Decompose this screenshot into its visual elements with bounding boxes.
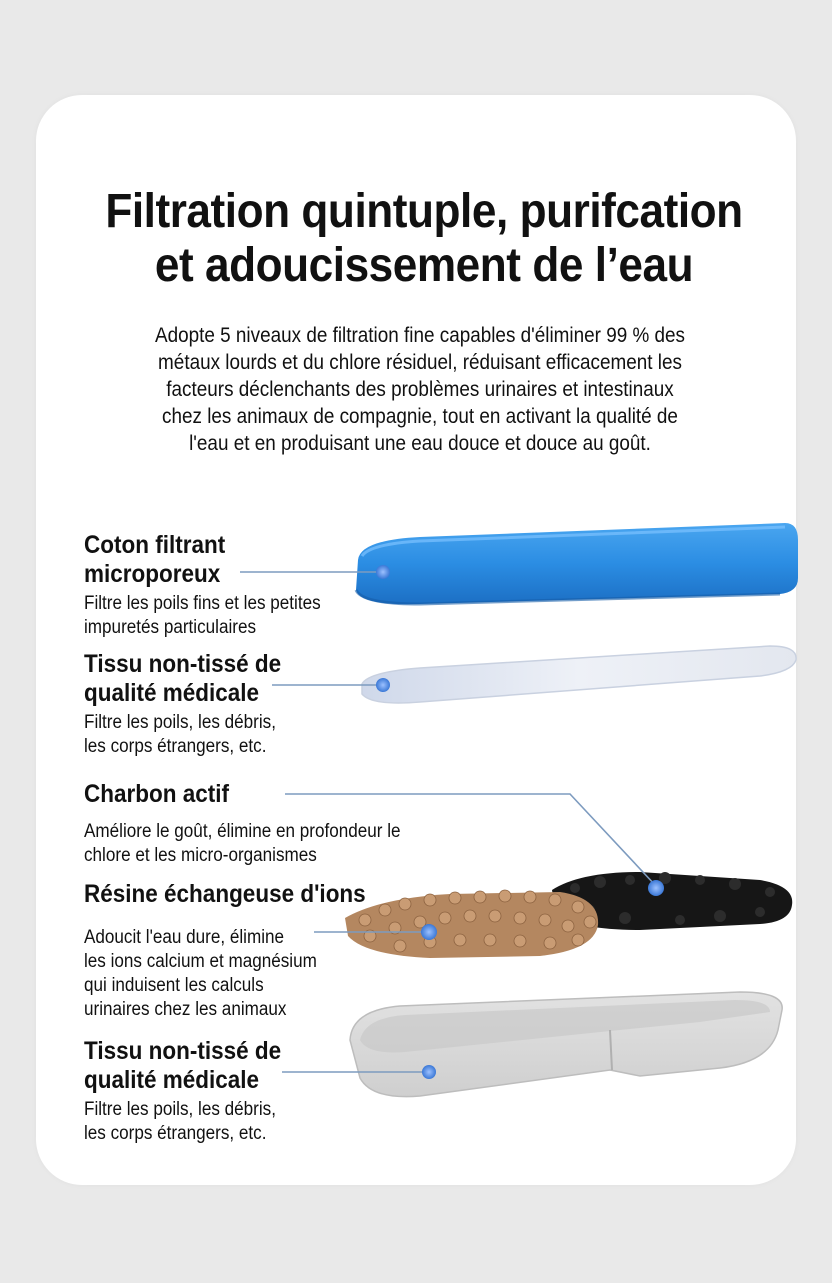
layer-desc-line: Filtre les poils fins et les petites — [84, 593, 321, 614]
pointer-dot-3 — [648, 880, 664, 896]
pointer-dot-5 — [422, 1065, 436, 1079]
layer-1-title — [84, 531, 225, 589]
grey-filter-tray-image — [350, 992, 782, 1097]
layer-desc-line: les corps étrangers, etc. — [84, 1123, 267, 1144]
pointer-dot-4 — [421, 924, 437, 940]
layer-5-title — [84, 1037, 281, 1095]
layer-desc-line: Filtre les poils, les débris, — [84, 712, 276, 733]
layer-title-line: Coton filtrant — [84, 531, 226, 559]
layer-desc-line: qui induisent les calculs — [84, 975, 264, 996]
layer-2-description — [84, 711, 276, 759]
blue-foam-filter-image — [356, 523, 798, 604]
layer-desc-line: chlore et les micro-organismes — [84, 845, 317, 866]
intro-line: métaux lourds et du chlore résiduel, réduisant efficacement les — [158, 351, 682, 374]
layer-1-description — [84, 592, 321, 640]
layer-4-description — [84, 926, 317, 1022]
layer-desc-line: urinaires chez les animaux — [84, 999, 287, 1020]
title-line-1: Filtration quintuple, purifcation — [105, 185, 743, 238]
layer-title-line: Charbon actif — [84, 780, 230, 808]
intro-line: l'eau et en produisant une eau douce et douce au goût. — [189, 432, 651, 455]
layer-3-description — [84, 820, 401, 868]
layer-4-title — [84, 880, 366, 909]
pointer-dot-2 — [376, 678, 390, 692]
ion-exchange-resin-beads-image — [345, 890, 598, 958]
page-title — [67, 185, 781, 293]
layer-title-line: qualité médicale — [84, 679, 260, 707]
layer-desc-line: impuretés particulaires — [84, 617, 257, 638]
layer-title-line: Tissu non-tissé de — [84, 1037, 282, 1065]
layer-desc-line: Adoucit l'eau dure, élimine — [84, 927, 285, 948]
intro-line: chez les animaux de compagnie, tout en activant la qualité de — [162, 405, 678, 428]
layer-desc-line: les corps étrangers, etc. — [84, 736, 267, 757]
layer-title-line: Tissu non-tissé de — [84, 650, 282, 678]
layer-2-title — [84, 650, 281, 708]
intro-line: Adopte 5 niveaux de filtration fine capables d'éliminer 99 % des — [155, 324, 685, 347]
layer-desc-line: Améliore le goût, élimine en profondeur le — [84, 821, 401, 842]
intro-line: facteurs déclenchants des problèmes urinaires et intestinaux — [166, 378, 674, 401]
layer-title-line: microporeux — [84, 560, 221, 588]
layer-5-description — [84, 1098, 276, 1146]
layer-desc-line: Filtre les poils, les débris, — [84, 1099, 276, 1120]
white-nonwoven-pad-image — [362, 646, 796, 703]
title-line-2: et adoucissement de l’eau — [154, 239, 694, 292]
pointer-dot-1 — [376, 565, 390, 579]
layer-3-title — [84, 780, 229, 809]
intro-paragraph — [105, 322, 735, 457]
layer-desc-line: les ions calcium et magnésium — [84, 951, 317, 972]
layer-title-line: Résine échangeuse d'ions — [84, 880, 366, 908]
layer-title-line: qualité médicale — [84, 1066, 260, 1094]
